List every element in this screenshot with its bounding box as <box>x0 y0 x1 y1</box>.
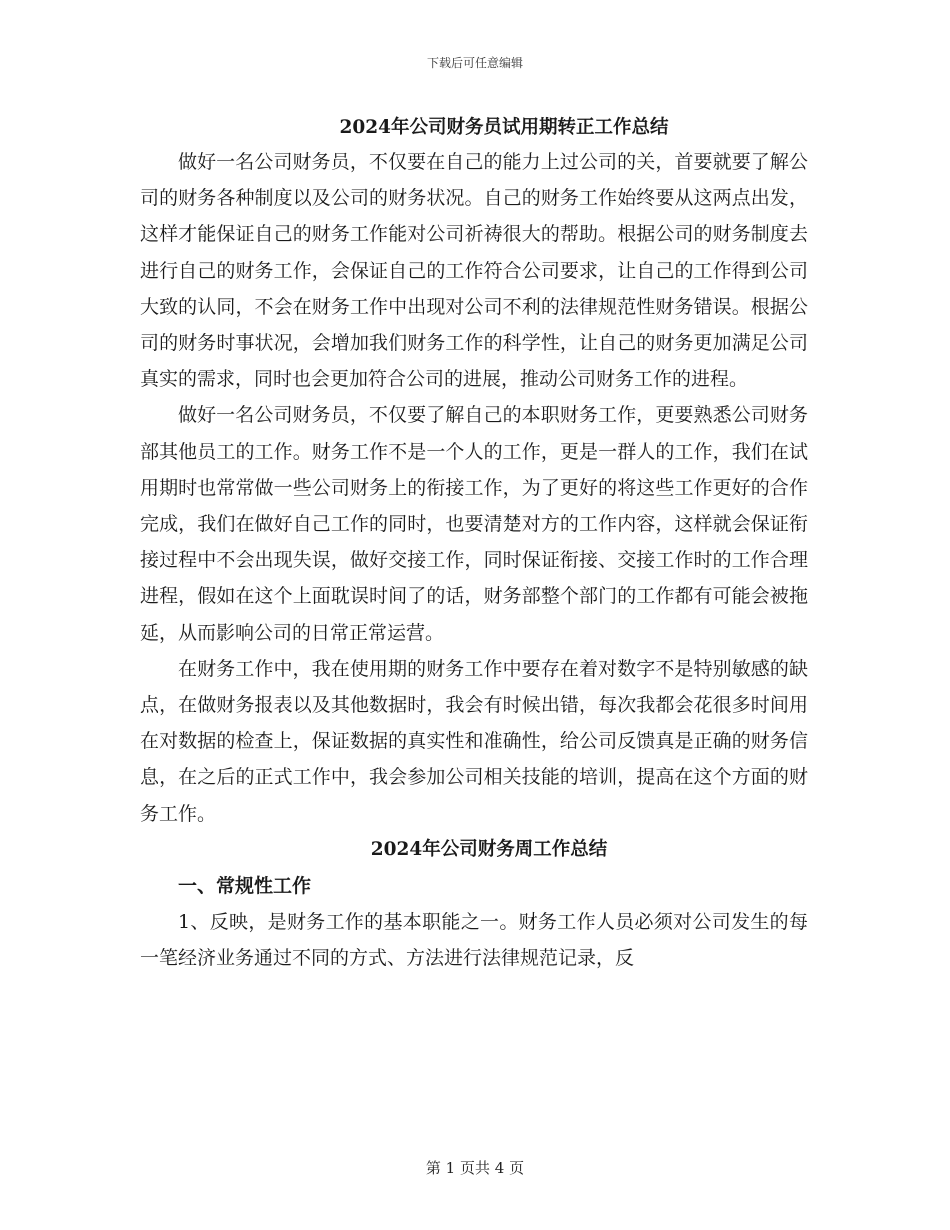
page-footer: 第 1 页共 4 页 <box>425 1159 525 1177</box>
section-heading: 一、常规性工作 <box>178 874 312 897</box>
document-body <box>140 112 808 976</box>
paragraph-2: 做好一名公司财务员，不仅要了解自己的本职财务工作，更要熟悉公司财务部其他员工的工作。财务工作不是一个人的工作，更是一群人的工作，我们在试用期时也常常做一些公司财务上的衔接工作，为了更好的将这些工作更好的合作完成，我们在做好自己工作的同时，也要清楚对方的工作内容，这样就会保证衔接过程中不会出现失误，做好交接工作，同时保证衔接、交接工作时的工作合理进程，假如在这个上面耽误时间了的话，财务部整个部门的工作都有可能会被拖延，从而影响公司的日常正常运营。 <box>140 404 808 644</box>
page-header: 下载后可任意编辑 <box>426 56 523 70</box>
second-document-title: 2024年公司财务周工作总结 <box>370 838 608 860</box>
section-paragraph: 1、反映，是财务工作的基本职能之一。财务工作人员必须对公司发生的每一笔经济业务通过不同的方式、方法进行法律规范记录，反 <box>140 910 808 970</box>
document-title: 2024年公司财务员试用期转正工作总结 <box>339 117 669 138</box>
paragraph-3: 在财务工作中，我在使用期的财务工作中要存在着对数字不是特别敏感的缺点，在做财务报表以及其他数据时，我会有时候出错，每次我都会花很多时间用在对数据的检查上，保证数据的真实性和准确性，给公司反馈真是正确的财务信息，在之后的正式工作中，我会参加公司相关技能的培训，提高在这个方面的财务工作。 <box>140 657 808 825</box>
paragraph-1: 做好一名公司财务员，不仅要在自己的能力上过公司的关，首要就要了解公司的财务各种制度以及公司的财务状况。自己的财务工作始终要从这两点出发，这样才能保证自己的财务工作能对公司祈祷很大的帮助。根据公司的财务制度去进行自己的财务工作，会保证自己的工作符合公司要求，让自己的工作得到公司大致的认同，不会在财务工作中出现对公司不利的法律规范性财务错误。根据公司的财务时事状况，会增加我们财务工作的科学性，让自己的财务更加满足公司真实的需求，同时也会更加符合公司的进展，推动公司财务工作的进程。 <box>140 151 808 391</box>
